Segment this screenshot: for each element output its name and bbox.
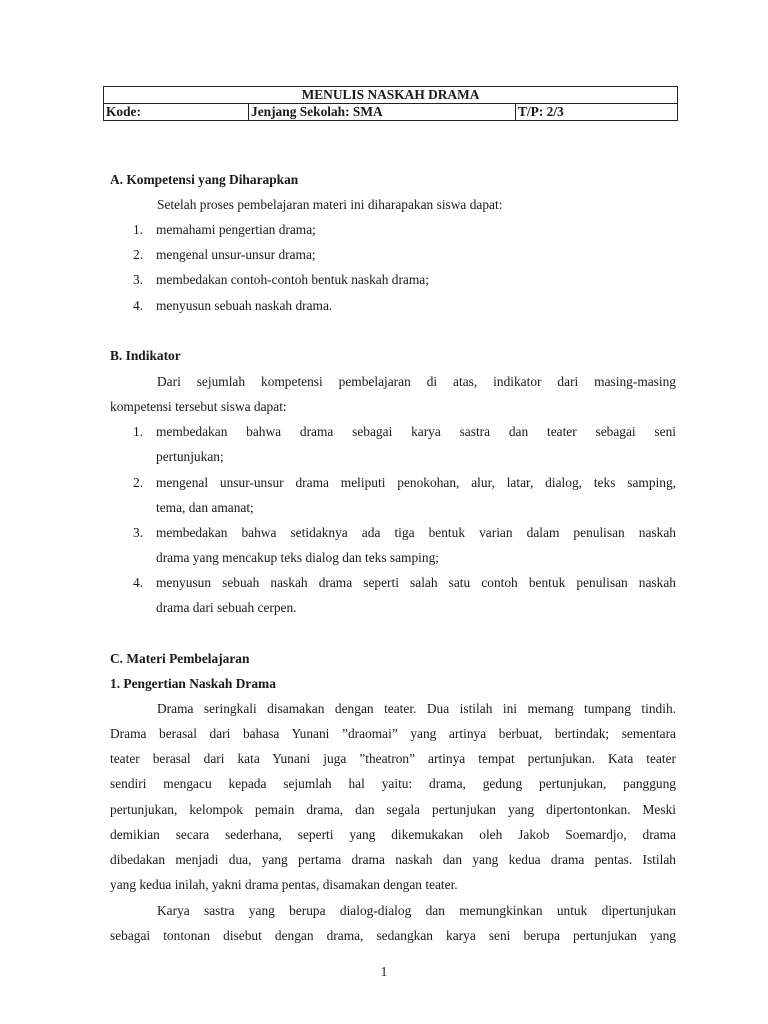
paragraph-line: yang kedua inilah, yakni drama pentas, disamakan dengan teater. xyxy=(110,877,458,892)
list-number: 4. xyxy=(133,298,144,313)
paragraph-line: Karya sastra yang berupa dialog-dialog dan memungkinkan untuk dipertunjukan xyxy=(157,903,676,918)
list-item: membedakan contoh-contoh bentuk naskah drama; xyxy=(156,272,429,287)
paragraph-line: sendiri mengacu kepada sejumlah hal yaitu: drama, gedung pertunjukan, panggung xyxy=(110,776,676,791)
section-a-heading: A. Kompetensi yang Diharapkan xyxy=(110,172,299,187)
tp-cell: T/P: 2/3 xyxy=(516,104,678,121)
section-b-intro-line2: kompetensi tersebut siswa dapat: xyxy=(110,399,287,414)
list-number: 2. xyxy=(133,247,144,262)
list-item-line1: membedakan bahwa drama sebagai karya sastra dan teater sebagai seni xyxy=(156,424,676,439)
section-b-intro-line1: Dari sejumlah kompetensi pembelajaran di atas, indikator dari masing-masing xyxy=(157,374,676,389)
list-number: 4. xyxy=(133,575,144,590)
list-number: 2. xyxy=(133,475,144,490)
list-item-line1: mengenal unsur-unsur drama meliputi penokohan, alur, latar, dialog, teks samping, xyxy=(156,475,676,490)
list-item-line2: drama dari sebuah cerpen. xyxy=(156,600,297,615)
list-number: 1. xyxy=(133,424,144,439)
section-b-heading: B. Indikator xyxy=(110,348,181,363)
header-table xyxy=(103,86,678,121)
document-title: MENULIS NASKAH DRAMA xyxy=(104,87,678,104)
list-number: 3. xyxy=(133,272,144,287)
list-number: 1. xyxy=(133,222,144,237)
list-item: memahami pengertian drama; xyxy=(156,222,316,237)
paragraph-line: pertunjukan, kelompok pemain drama, dan segala pertunjukan yang dipertontonkan. Meski xyxy=(110,802,676,817)
paragraph-line: demikian secara sederhana, seperti yang dikemukakan oleh Jakob Soemardjo, drama xyxy=(110,827,676,842)
section-c-heading: C. Materi Pembelajaran xyxy=(110,651,250,666)
paragraph-line: dibedakan menjadi dua, yang pertama drama naskah dan yang kedua drama pentas. Istilah xyxy=(110,852,676,867)
section-c-subheading: 1. Pengertian Naskah Drama xyxy=(110,676,276,691)
paragraph-line: Drama berasal dari bahasa Yunani ”draomai” yang artinya berbuat, bertindak; sementara xyxy=(110,726,676,741)
list-item-line2: tema, dan amanat; xyxy=(156,500,254,515)
list-item-line2: drama yang mencakup teks dialog dan teks samping; xyxy=(156,550,439,565)
list-number: 3. xyxy=(133,525,144,540)
section-a-intro: Setelah proses pembelajaran materi ini diharapakan siswa dapat: xyxy=(157,197,503,212)
list-item-line2: pertunjukan; xyxy=(156,449,224,464)
jenjang-cell: Jenjang Sekolah: SMA xyxy=(249,104,516,121)
paragraph-line: Drama seringkali disamakan dengan teater. Dua istilah ini memang tumpang tindih. xyxy=(157,701,676,716)
list-item-line1: membedakan bahwa setidaknya ada tiga bentuk varian dalam penulisan naskah xyxy=(156,525,676,540)
paragraph-line: teater berasal dari kata Yunani juga ”theatron” artinya tempat pertunjukan. Kata teater xyxy=(110,751,676,766)
page-number: 1 xyxy=(380,964,388,979)
list-item: mengenal unsur-unsur drama; xyxy=(156,247,316,262)
list-item-line1: menyusun sebuah naskah drama seperti salah satu contoh bentuk penulisan naskah xyxy=(156,575,676,590)
paragraph-line: sebagai tontonan disebut dengan drama, sedangkan karya seni berupa pertunjukan yang xyxy=(110,928,676,943)
list-item: menyusun sebuah naskah drama. xyxy=(156,298,333,313)
kode-cell: Kode: xyxy=(104,104,249,121)
